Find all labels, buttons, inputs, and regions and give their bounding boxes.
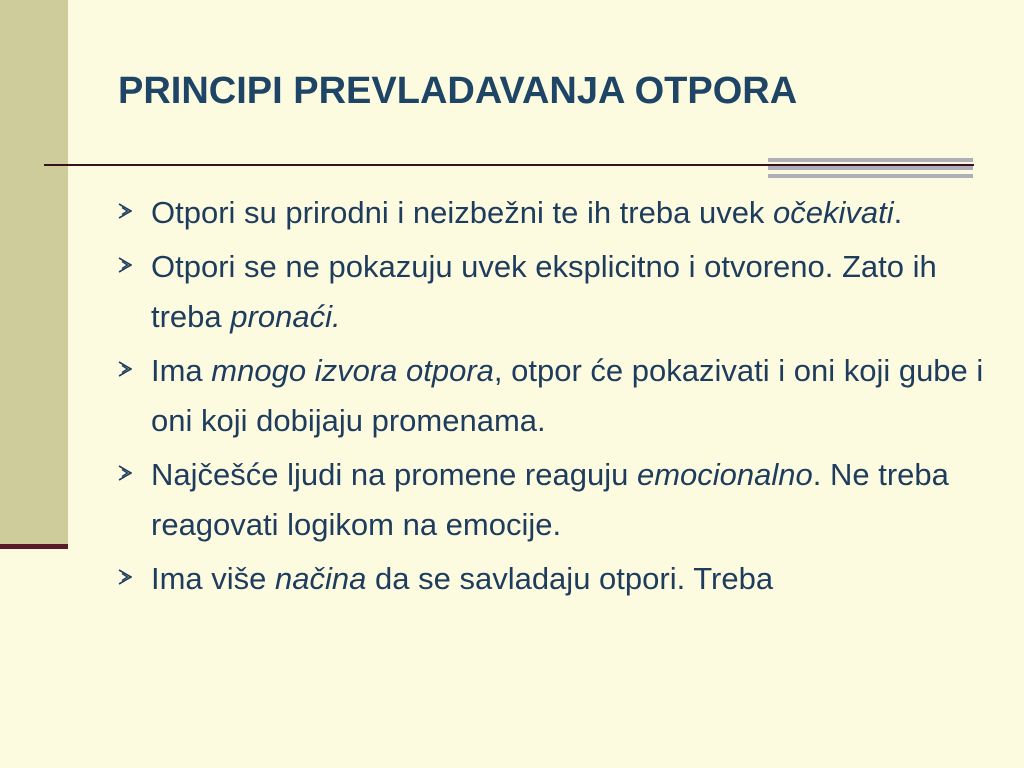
arrowhead-bullet-icon xyxy=(118,569,132,585)
arrowhead-bullet-icon xyxy=(118,203,132,219)
bullet-text-run: Ima više xyxy=(151,561,276,596)
bullet-text xyxy=(151,195,902,230)
bullet-item xyxy=(118,450,988,550)
bullet-emphasis: pronaći. xyxy=(230,299,341,334)
arrowhead-bullet-icon xyxy=(118,361,132,377)
bullet-text-run: . Ne treba reagovati logikom na emocije. xyxy=(151,457,949,542)
slide-title: PRINCIPI PREVLADAVANJA OTPORA xyxy=(118,70,798,112)
bullet-text xyxy=(151,353,983,438)
bullet-text-run: Otpori se ne pokazuju uvek eksplicitno i otvoreno. Zato ih treba xyxy=(151,249,937,334)
bullet-text-run: Otpori su prirodni i neizbežni te ih treba uvek xyxy=(151,195,774,230)
bullet-emphasis: načina xyxy=(275,561,367,596)
bullet-emphasis: mnogo izvora otpora xyxy=(211,353,494,388)
bullet-item xyxy=(118,242,988,342)
bullet-item xyxy=(118,188,988,238)
bullet-list xyxy=(118,188,988,608)
bullet-text xyxy=(151,457,949,542)
bullet-text xyxy=(151,561,773,596)
sidebar-rule xyxy=(0,544,68,549)
bullet-text-run: Najčešće ljudi na promene reaguju xyxy=(151,457,637,492)
bullet-text-run: Ima xyxy=(151,353,212,388)
bullet-emphasis: očekivati xyxy=(773,195,894,230)
accent-divider xyxy=(768,158,973,180)
bullet-item xyxy=(118,554,988,604)
arrowhead-bullet-icon xyxy=(118,465,132,481)
bullet-text-run: da se savladaju otpori. Treba xyxy=(366,561,774,596)
arrowhead-bullet-icon xyxy=(118,257,132,273)
sidebar-decoration xyxy=(0,0,68,548)
bullet-text xyxy=(151,249,937,334)
bullet-emphasis: emocionalno xyxy=(636,457,813,492)
bullet-text-run: , otpor će pokazivati i oni koji gube i oni koji dobijaju promenama. xyxy=(151,353,984,438)
bullet-text-run: . xyxy=(893,195,903,230)
bullet-item xyxy=(118,346,988,446)
